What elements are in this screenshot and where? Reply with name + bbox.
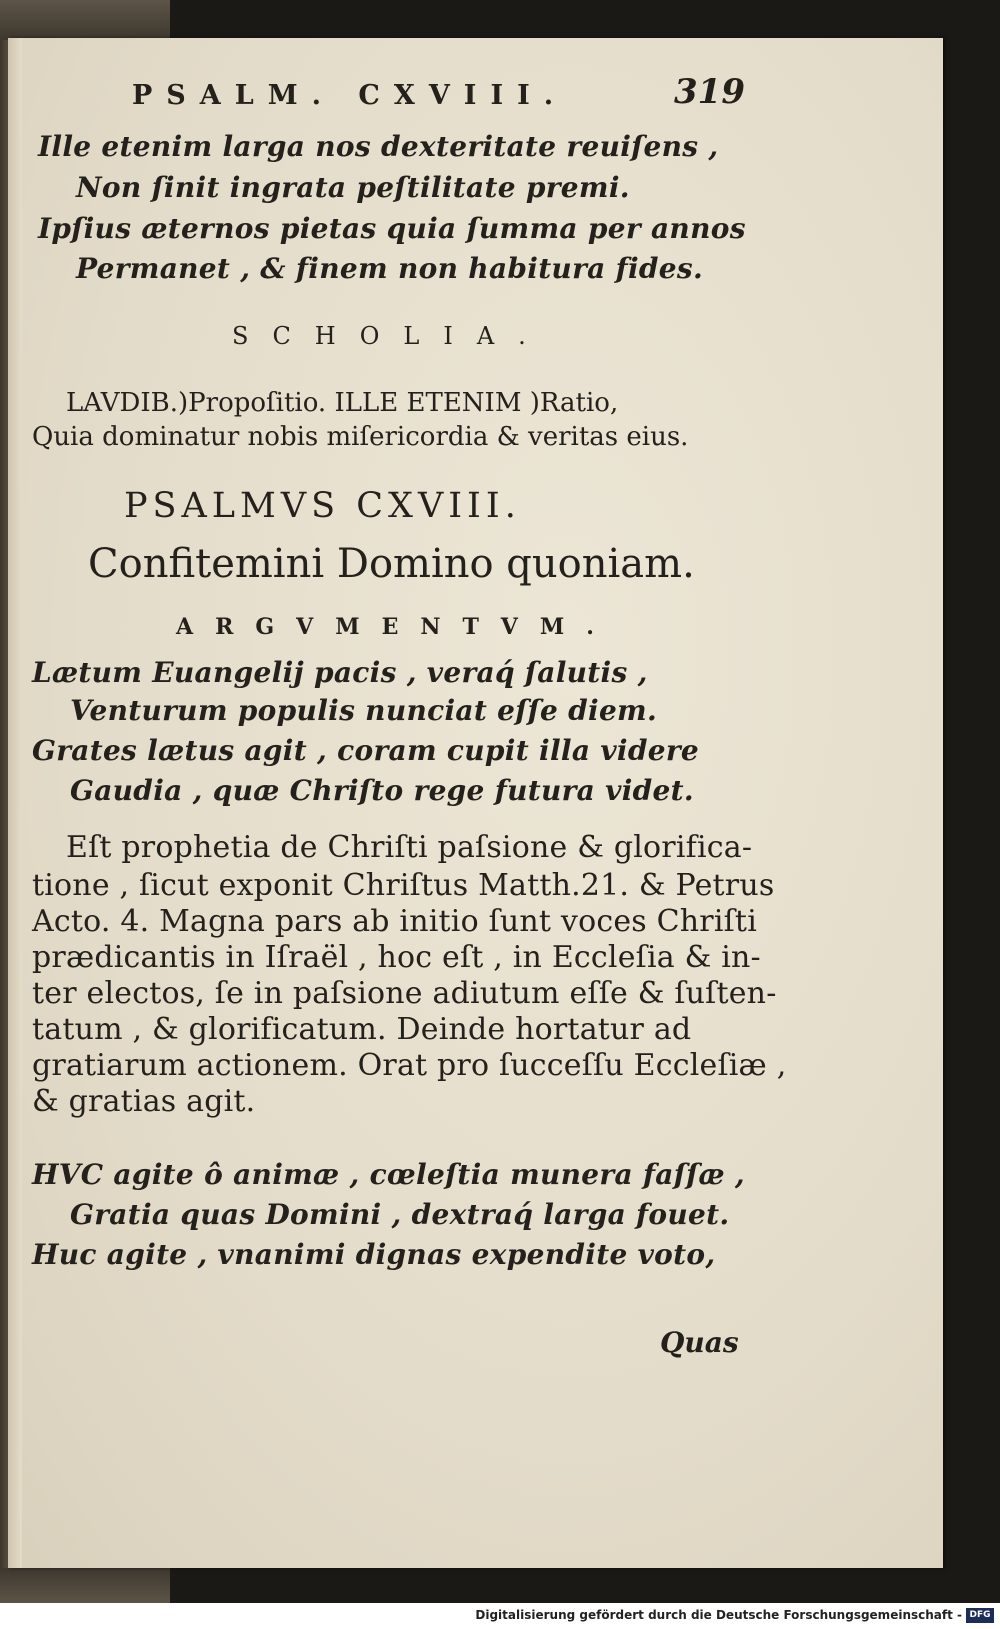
argumentum-line-3: Grates lætus agit , coram cupit illa videre: [32, 734, 699, 767]
argumentum-heading: ARGVMENTVM.: [176, 614, 616, 640]
body-line-7: gratiarum actionem. Orat pro ſucceſſu Eccleſiæ ,: [32, 1048, 787, 1083]
footer-credit: Digitalisierung gefördert durch die Deutsche Forschungsgemeinschaft -: [475, 1608, 962, 1622]
psalm-incipit: Confitemini Domino quoniam.: [88, 541, 695, 587]
body-line-5: ter electos, ſe in paſsione adiutum eſſe & ſuſten-: [32, 976, 777, 1011]
body-line-1: Eſt prophetia de Chriſti paſsione & glorifica-: [66, 830, 753, 865]
argumentum-line-1: Lætum Euangelij pacis , veraq́ ſalutis ,: [32, 656, 648, 689]
body-line-6: tatum , & glorificatum. Deinde hortatur ad: [32, 1012, 692, 1047]
body-line-4: prædicantis in Iſraël , hoc eſt , in Eccleſia & in-: [32, 940, 761, 975]
verse-bottom-line-3: Huc agite , vnanimi dignas expendite voto,: [32, 1238, 716, 1271]
running-head: PSALM. CXVIII.: [132, 80, 568, 111]
catchword: Quas: [660, 1326, 739, 1359]
verse-top-line-3: Ipſius æternos pietas quia ſumma per annos: [38, 212, 746, 245]
verse-top-line-2: Non ſinit ingrata peſtilitate premi.: [76, 171, 630, 204]
digitization-footer: [0, 1603, 1000, 1629]
page-number: 319: [674, 72, 745, 112]
scholia-line-2: Quia dominatur nobis miſericordia & veritas eius.: [32, 422, 689, 452]
argumentum-line-4: Gaudia , quæ Chriſto rege futura videt.: [70, 774, 694, 807]
body-line-2: tione , ſicut exponit Chriſtus Matth.21. & Petrus: [32, 868, 775, 903]
verse-top-line-1: Ille etenim larga nos dexteritate reuiſens ,: [38, 130, 719, 163]
verse-bottom-line-2: Gratia quas Domini , dextraq́ larga fouet.: [70, 1198, 730, 1231]
argumentum-line-2: Venturum populis nunciat eſſe diem.: [70, 694, 658, 727]
binding-top: [0, 0, 170, 40]
binding-bottom: [0, 1568, 170, 1603]
body-line-3: Acto. 4. Magna pars ab initio ſunt voces Chriſti: [32, 904, 757, 939]
book-page: [8, 38, 943, 1568]
psalm-title: PSALMVS CXVIII.: [124, 486, 521, 526]
scholia-line-1: LAVDIB.)Propoſitio. ILLE ETENIM )Ratio,: [66, 388, 619, 418]
body-line-8: & gratias agit.: [32, 1084, 256, 1119]
verse-top-line-4: Permanet , & finem non habitura fides.: [76, 252, 704, 285]
dfg-logo-icon: DFG: [966, 1608, 994, 1623]
scholia-heading: SCHOLIA.: [232, 322, 550, 350]
verse-bottom-line-1: HVC agite ô animæ , cœleſtia munera faſſæ ,: [32, 1158, 745, 1191]
page-gutter: [8, 38, 22, 1568]
